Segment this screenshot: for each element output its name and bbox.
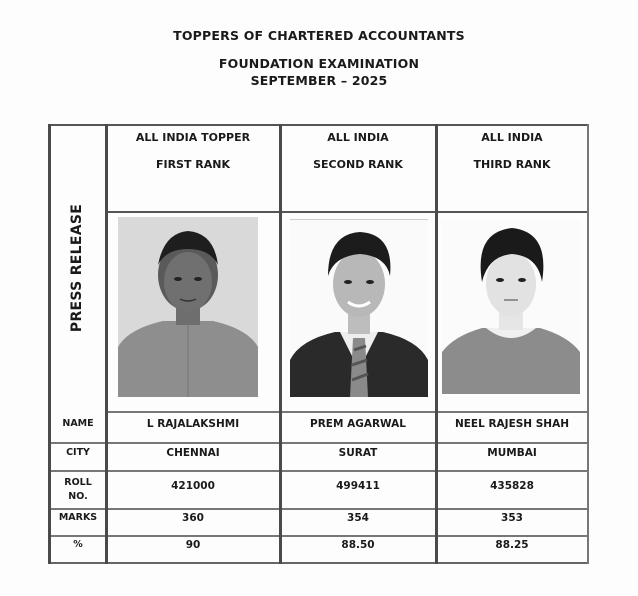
topper-1-city: CHENNAI xyxy=(166,447,220,459)
topper-photo-3 xyxy=(442,220,580,394)
topper-3-marks: 353 xyxy=(501,512,523,524)
topper-1-marks: 360 xyxy=(182,512,204,524)
row-divider xyxy=(106,211,589,213)
topper-3-roll-no: 435828 xyxy=(490,480,534,492)
topper-3-name: NEEL RAJESH SHAH xyxy=(454,418,570,430)
exam-name: FOUNDATION EXAMINATION xyxy=(218,56,420,71)
topper-3-percent: 88.25 xyxy=(495,539,529,551)
topper-2-city: SURAT xyxy=(338,447,378,459)
rank-position: THIRD RANK xyxy=(473,158,551,171)
table-border-bottom xyxy=(48,562,589,564)
topper-2-marks: 354 xyxy=(347,512,369,524)
exam-session: SEPTEMBER – 2025 xyxy=(250,73,388,88)
rank-position: SECOND RANK xyxy=(313,158,403,171)
topper-2-percent: 88.50 xyxy=(341,539,375,551)
rank-position: FIRST RANK xyxy=(155,158,231,171)
topper-1-name: L RAJALAKSHMI xyxy=(146,418,240,430)
topper-photo-2 xyxy=(290,219,428,397)
press-release-text: PRESS RELEASE xyxy=(69,203,85,333)
press-release-label xyxy=(48,124,106,412)
label-name: NAME xyxy=(62,418,94,429)
topper-2-name: PREM AGARWAL xyxy=(310,418,406,430)
rank-title: ALL INDIA xyxy=(481,131,543,144)
topper-1-roll-no: 421000 xyxy=(171,480,215,492)
label-roll-line1: ROLL xyxy=(64,476,92,488)
label-percent: % xyxy=(73,539,83,550)
label-roll-no xyxy=(51,471,105,508)
rank-header-2 xyxy=(281,126,435,211)
topper-1-percent: 90 xyxy=(185,539,201,551)
topper-2-roll-no: 499411 xyxy=(336,480,380,492)
label-marks: MARKS xyxy=(58,512,98,523)
rank-header-1 xyxy=(107,126,279,211)
label-roll-line2: NO. xyxy=(68,490,88,502)
table-border-right xyxy=(587,124,589,564)
topper-photo-1 xyxy=(118,217,258,397)
rank-title: ALL INDIA TOPPER xyxy=(135,131,251,144)
rank-header-3 xyxy=(437,126,587,211)
rank-title: ALL INDIA xyxy=(327,131,389,144)
document-title: TOPPERS OF CHARTERED ACCOUNTANTS xyxy=(173,28,465,43)
topper-3-city: MUMBAI xyxy=(487,447,537,459)
label-city: CITY xyxy=(66,447,90,458)
